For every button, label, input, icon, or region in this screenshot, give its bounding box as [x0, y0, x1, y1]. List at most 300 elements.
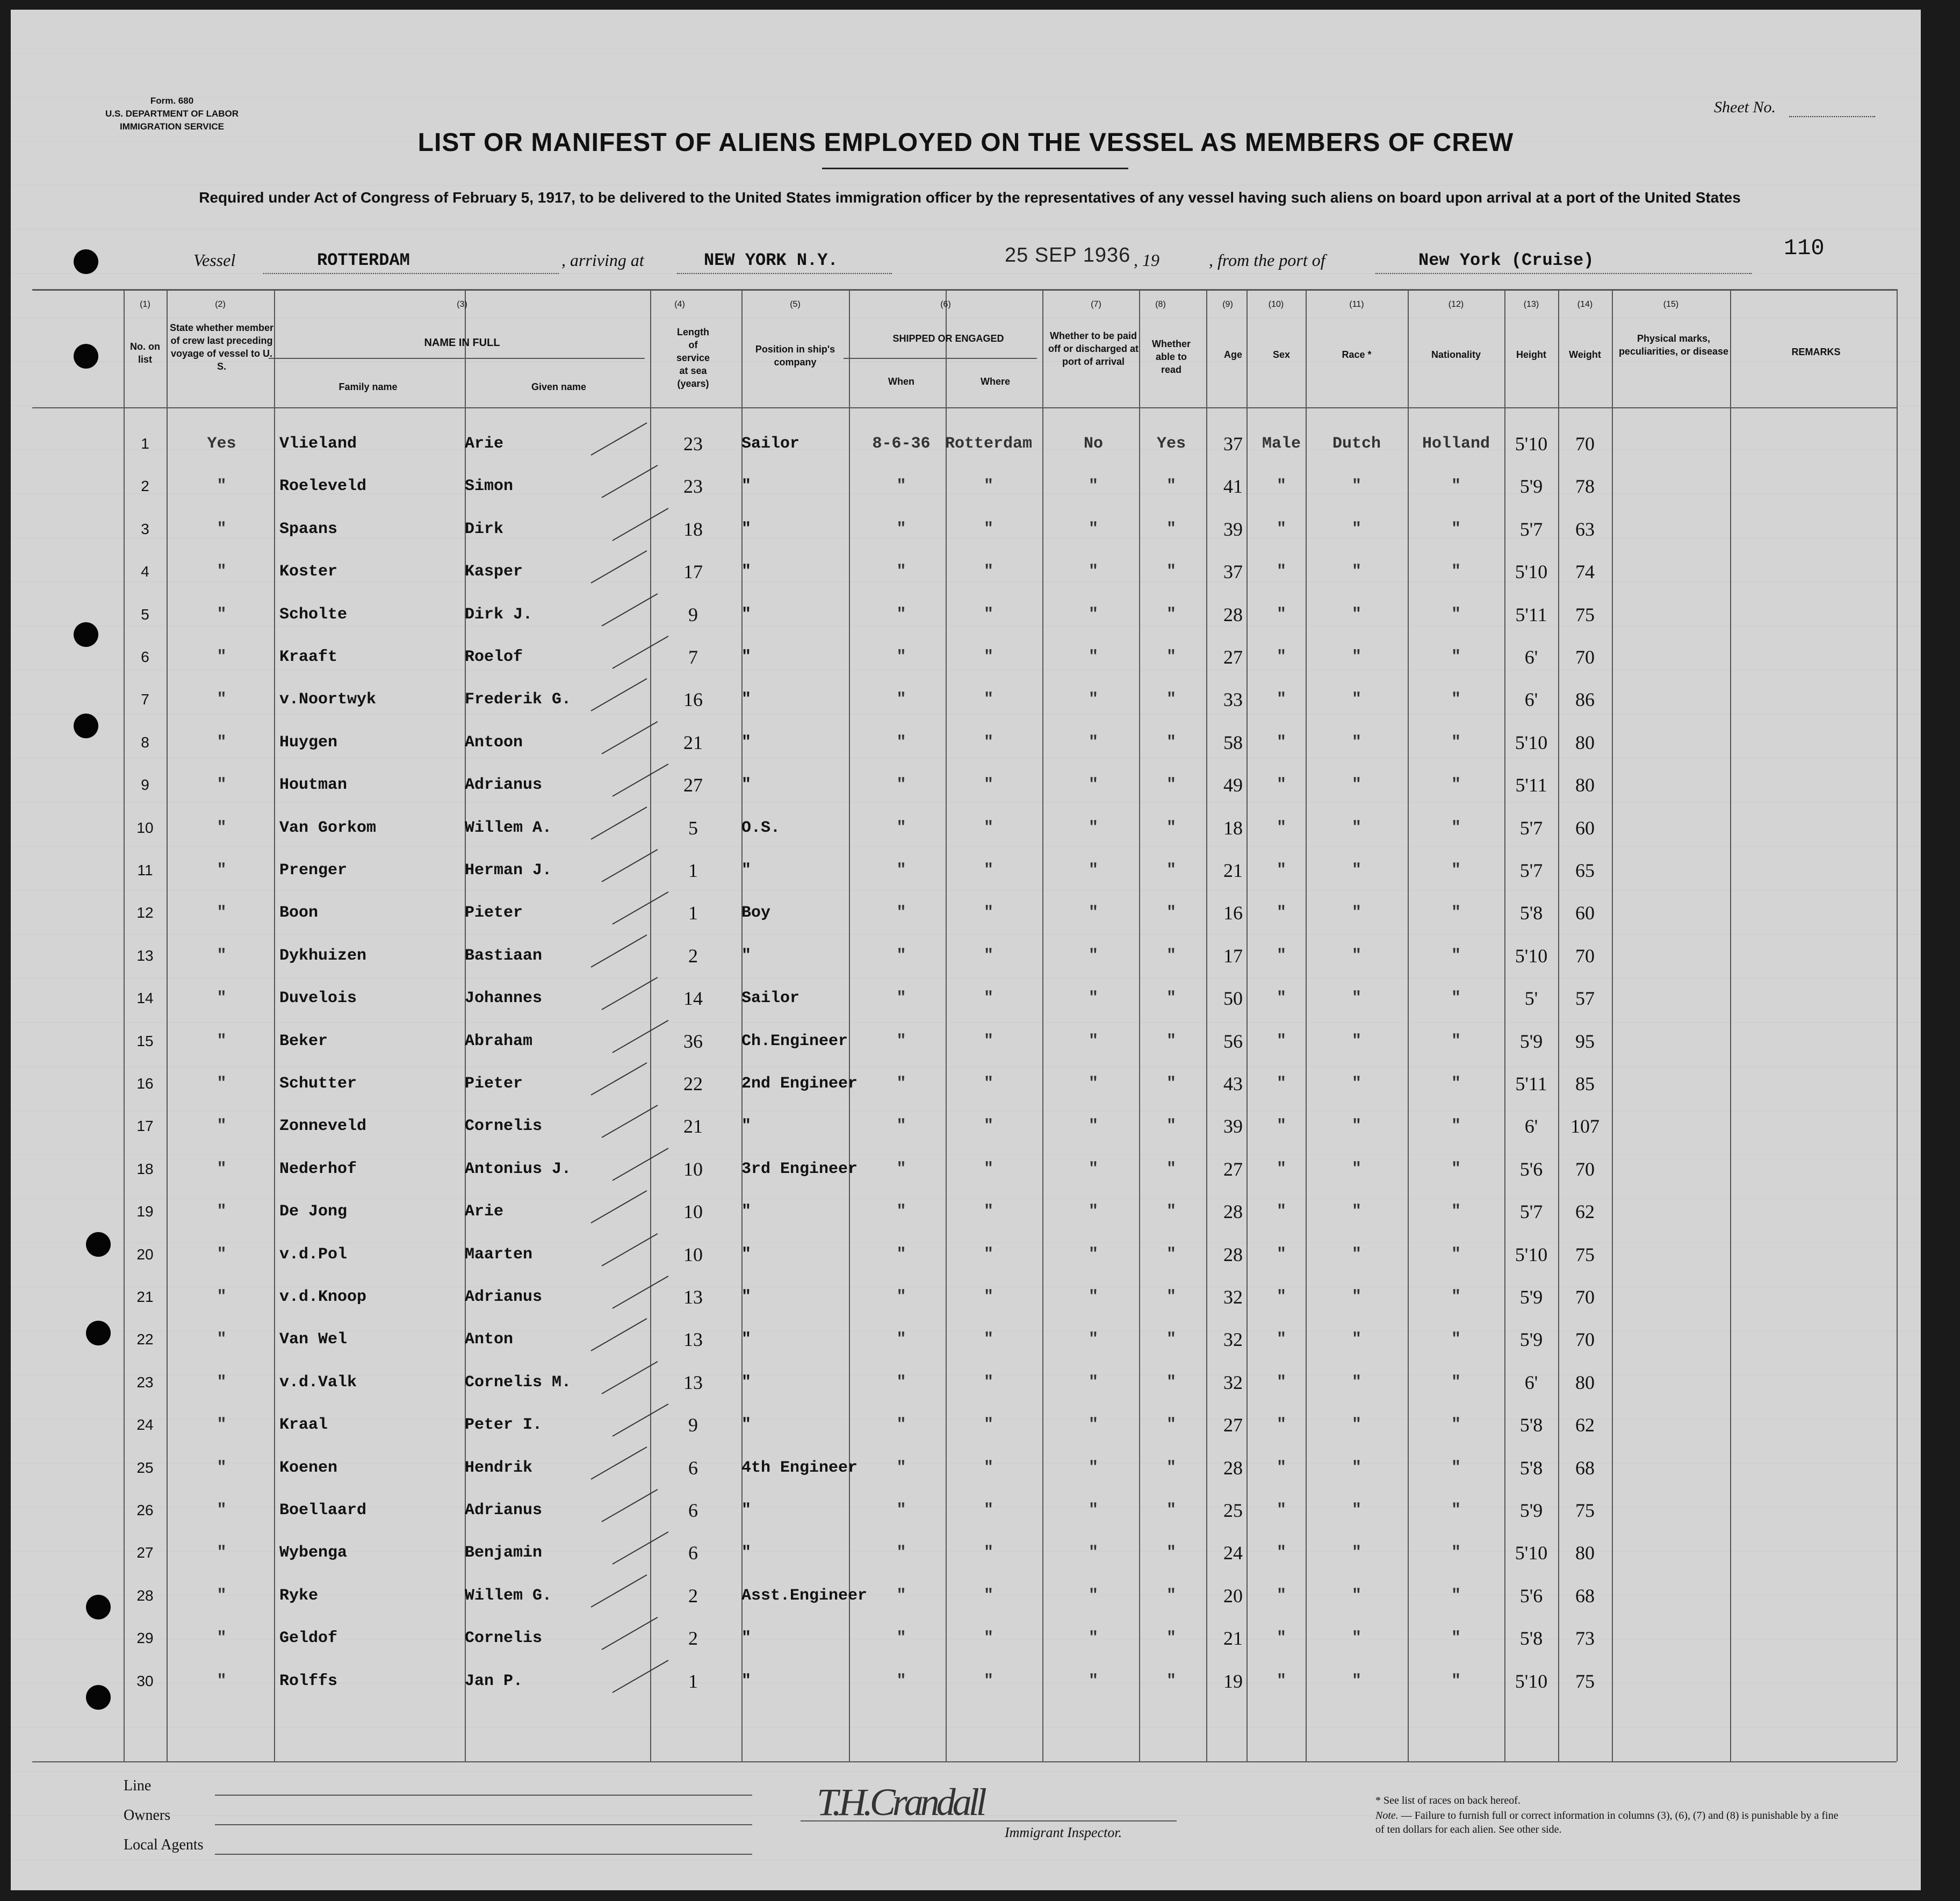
- paid-off-cell: ": [1088, 1245, 1098, 1264]
- service-years-cell: 5: [688, 817, 698, 839]
- able-read-cell: ": [1166, 1672, 1176, 1690]
- service-years-cell: 13: [683, 1329, 703, 1351]
- position-cell: 2nd Engineer: [741, 1075, 858, 1093]
- given-name-cell: Cornelis: [465, 1117, 543, 1136]
- family-name-cell: Koenen: [279, 1458, 338, 1477]
- given-name-cell: Roelof: [465, 648, 523, 666]
- department: U.S. DEPARTMENT OF LABOR: [105, 109, 239, 119]
- paid-off-cell: ": [1088, 1288, 1098, 1306]
- family-name-cell: Boellaard: [279, 1501, 367, 1520]
- col-number-3: (3): [457, 300, 467, 309]
- height-cell: 5'8: [1519, 902, 1543, 924]
- shipped-when-cell: ": [896, 1501, 906, 1520]
- height-cell: 5'9: [1519, 476, 1543, 498]
- sex-cell: ": [1276, 946, 1286, 965]
- previous-voyage-cell: ": [217, 605, 227, 624]
- family-name-cell: Schutter: [279, 1075, 357, 1093]
- weight-cell: 62: [1575, 1414, 1595, 1436]
- header-race: Race *: [1342, 349, 1372, 360]
- table-row: [11, 766, 1921, 804]
- previous-voyage-cell: ": [217, 563, 227, 581]
- nationality-cell: ": [1451, 861, 1461, 880]
- nationality-cell: ": [1451, 1117, 1461, 1136]
- shipped-where-cell: ": [983, 520, 993, 538]
- weight-cell: 70: [1575, 1158, 1595, 1180]
- nationality-cell: ": [1451, 818, 1461, 837]
- nationality-cell: ": [1451, 563, 1461, 581]
- family-name-cell: Roeleveld: [279, 477, 367, 496]
- given-name-cell: Antonius J.: [465, 1160, 572, 1178]
- previous-voyage-cell: ": [217, 1288, 227, 1306]
- shipped-where-cell: ": [983, 477, 993, 496]
- service-years-cell: 27: [683, 774, 703, 796]
- table-row: [11, 937, 1921, 975]
- race-cell: ": [1351, 1672, 1361, 1690]
- sex-cell: ": [1276, 1032, 1286, 1050]
- position-cell: ": [741, 1629, 752, 1648]
- shipped-when-cell: ": [896, 520, 906, 538]
- age-cell: 19: [1223, 1670, 1243, 1692]
- able-read-cell: ": [1166, 818, 1176, 837]
- previous-voyage-cell: ": [217, 648, 227, 666]
- height-cell: 5'8: [1519, 1628, 1543, 1650]
- year-label: , 19: [1134, 250, 1159, 270]
- table-row: [11, 510, 1921, 548]
- age-cell: 32: [1223, 1329, 1243, 1351]
- paid-off-cell: ": [1088, 1075, 1098, 1093]
- paid-off-cell: ": [1088, 1544, 1098, 1562]
- service-years-cell: 23: [683, 433, 703, 455]
- shipped-where-cell: ": [983, 563, 993, 581]
- weight-cell: 70: [1575, 1329, 1595, 1351]
- shipped-where-cell: Rotterdam: [945, 435, 1033, 453]
- nationality-cell: ": [1451, 1330, 1461, 1349]
- given-name-cell: Willem G.: [465, 1586, 552, 1605]
- table-row: [11, 596, 1921, 633]
- age-cell: 58: [1223, 731, 1243, 753]
- race-cell: ": [1351, 776, 1361, 795]
- shipped-when-cell: ": [896, 904, 906, 923]
- given-name-cell: Peter I.: [465, 1416, 543, 1435]
- height-cell: 5'6: [1519, 1158, 1543, 1180]
- sex-cell: ": [1276, 477, 1286, 496]
- weight-cell: 70: [1575, 433, 1595, 455]
- table-row: [11, 1406, 1921, 1444]
- age-cell: 28: [1223, 1201, 1243, 1223]
- paid-off-cell: ": [1088, 1330, 1098, 1349]
- paid-off-cell: ": [1088, 520, 1098, 538]
- position-cell: Asst.Engineer: [741, 1586, 868, 1605]
- col-number-15: (15): [1663, 300, 1679, 309]
- height-cell: 5'9: [1519, 1030, 1543, 1052]
- height-cell: 5'7: [1519, 1201, 1543, 1223]
- race-cell: ": [1351, 1202, 1361, 1221]
- shipped-where-cell: ": [983, 946, 993, 965]
- height-cell: 5'6: [1519, 1585, 1543, 1607]
- able-read-cell: ": [1166, 1245, 1176, 1264]
- sex-cell: ": [1276, 1075, 1286, 1093]
- sex-cell: ": [1276, 1288, 1286, 1306]
- race-cell: ": [1351, 1458, 1361, 1477]
- sex-cell: ": [1276, 1501, 1286, 1520]
- port-dotline: [1375, 273, 1752, 274]
- table-row: [11, 894, 1921, 932]
- position-cell: ": [741, 1288, 752, 1306]
- previous-voyage-cell: ": [217, 1330, 227, 1349]
- family-name-cell: v.d.Pol: [279, 1245, 348, 1264]
- sex-cell: ": [1276, 861, 1286, 880]
- header-bottom-border: [32, 407, 1897, 408]
- race-cell: ": [1351, 1586, 1361, 1605]
- service-years-cell: 10: [683, 1243, 703, 1265]
- given-name-cell: Maarten: [465, 1245, 533, 1264]
- shipped-when-cell: ": [896, 605, 906, 624]
- sex-cell: ": [1276, 989, 1286, 1008]
- position-cell: ": [741, 1672, 752, 1690]
- able-read-cell: ": [1166, 1586, 1176, 1605]
- position-cell: ": [741, 861, 752, 880]
- shipped-when-cell: ": [896, 1416, 906, 1435]
- shipped-where-cell: ": [983, 1117, 993, 1136]
- given-name-cell: Abraham: [465, 1032, 533, 1050]
- header-when: When: [888, 376, 914, 387]
- service-years-cell: 18: [683, 518, 703, 540]
- able-read-cell: ": [1166, 520, 1176, 538]
- shipped-where-cell: ": [983, 1501, 993, 1520]
- position-cell: ": [741, 1202, 752, 1221]
- row-number: 20: [136, 1245, 154, 1263]
- shipped-where-cell: ": [983, 1629, 993, 1648]
- shipped-when-cell: ": [896, 818, 906, 837]
- paid-off-cell: ": [1088, 563, 1098, 581]
- from-label: , from the port of: [1209, 250, 1325, 270]
- service-years-cell: 6: [688, 1500, 698, 1521]
- height-cell: 5'7: [1519, 518, 1543, 540]
- service-years-cell: 6: [688, 1542, 698, 1564]
- age-cell: 37: [1223, 561, 1243, 583]
- col-number-14: (14): [1577, 300, 1593, 309]
- weight-cell: 70: [1575, 945, 1595, 967]
- race-cell: ": [1351, 690, 1361, 709]
- family-name-cell: Dykhuizen: [279, 946, 367, 965]
- family-name-cell: Wybenga: [279, 1544, 348, 1562]
- age-cell: 56: [1223, 1030, 1243, 1052]
- family-name-cell: Van Wel: [279, 1330, 348, 1349]
- paid-off-cell: ": [1088, 1672, 1098, 1690]
- race-cell: ": [1351, 1629, 1361, 1648]
- sheet-number-line: [1789, 116, 1875, 117]
- table-row: [11, 681, 1921, 718]
- service-years-cell: 9: [688, 1414, 698, 1436]
- row-number: 2: [141, 478, 149, 495]
- binder-hole: [74, 344, 98, 369]
- position-cell: ": [741, 946, 752, 965]
- shipped-where-cell: ": [983, 904, 993, 923]
- sex-cell: ": [1276, 1416, 1286, 1435]
- weight-cell: 60: [1575, 902, 1595, 924]
- position-cell: ": [741, 1330, 752, 1349]
- header-able-read: Whether able to read: [1152, 339, 1191, 375]
- previous-voyage-cell: ": [217, 1458, 227, 1477]
- age-cell: 39: [1223, 518, 1243, 540]
- nationality-cell: ": [1451, 648, 1461, 666]
- nationality-cell: ": [1451, 477, 1461, 496]
- weight-cell: 95: [1575, 1030, 1595, 1052]
- given-name-cell: Kasper: [465, 563, 523, 581]
- previous-voyage-cell: ": [217, 1544, 227, 1562]
- age-cell: 27: [1223, 646, 1243, 668]
- race-cell: ": [1351, 605, 1361, 624]
- header-nationality: Nationality: [1431, 349, 1481, 360]
- position-cell: ": [741, 477, 752, 496]
- height-cell: 5'11: [1515, 774, 1547, 796]
- shipped-where-cell: ": [983, 690, 993, 709]
- service-years-cell: 21: [683, 731, 703, 753]
- family-name-cell: v.d.Valk: [279, 1373, 357, 1392]
- previous-voyage-cell: ": [217, 946, 227, 965]
- service-years-cell: 2: [688, 1585, 698, 1607]
- weight-cell: 80: [1575, 1542, 1595, 1564]
- sex-cell: Male: [1262, 435, 1301, 453]
- paid-off-cell: ": [1088, 648, 1098, 666]
- height-cell: 5'8: [1519, 1414, 1543, 1436]
- position-cell: 3rd Engineer: [741, 1160, 858, 1178]
- family-name-cell: Duvelois: [279, 989, 357, 1008]
- race-cell: ": [1351, 861, 1361, 880]
- paid-off-cell: ": [1088, 1501, 1098, 1520]
- previous-voyage-cell: ": [217, 818, 227, 837]
- nationality-cell: ": [1451, 605, 1461, 624]
- shipped-when-cell: ": [896, 1672, 906, 1690]
- previous-voyage-cell: Yes: [207, 435, 236, 453]
- note-text: — Failure to furnish full or correct information in columns (3), (6), (7) and (8) is punishable by a fine of ten dollars for each alien. See other side.: [1375, 1810, 1839, 1835]
- header-physical: Physical marks, peculiarities, or disease: [1618, 333, 1729, 357]
- table-row: [11, 553, 1921, 591]
- height-cell: 5'7: [1519, 817, 1543, 839]
- table-row: [11, 425, 1921, 463]
- paid-off-cell: ": [1088, 477, 1098, 496]
- nationality-cell: ": [1451, 1501, 1461, 1520]
- paid-off-cell: ": [1088, 733, 1098, 752]
- height-cell: 5'9: [1519, 1286, 1543, 1308]
- row-number: 14: [136, 990, 154, 1007]
- sex-cell: ": [1276, 563, 1286, 581]
- able-read-cell: ": [1166, 1629, 1176, 1648]
- able-read-cell: Yes: [1156, 435, 1186, 453]
- age-cell: 37: [1223, 433, 1243, 455]
- able-read-cell: ": [1166, 690, 1176, 709]
- race-cell: ": [1351, 1032, 1361, 1050]
- shipped-when-cell: ": [896, 1117, 906, 1136]
- nationality-cell: ": [1451, 1586, 1461, 1605]
- given-name-cell: Hendrik: [465, 1458, 533, 1477]
- service-years-cell: 23: [683, 476, 703, 498]
- weight-cell: 60: [1575, 817, 1595, 839]
- height-cell: 5'11: [1515, 603, 1547, 625]
- from-value: New York (Cruise): [1418, 250, 1594, 270]
- row-number: 12: [136, 904, 154, 921]
- agents-label: Local Agents: [124, 1837, 204, 1853]
- row-number: 24: [136, 1416, 154, 1434]
- given-name-cell: Antoon: [465, 733, 523, 752]
- header-no-on-list: No. on list: [130, 341, 160, 365]
- row-number: 22: [136, 1331, 154, 1348]
- subheader-rule: [844, 358, 1037, 359]
- nationality-cell: ": [1451, 1032, 1461, 1050]
- col-number-7: (7): [1091, 300, 1101, 309]
- col-number-9: (9): [1222, 300, 1233, 309]
- sex-cell: ": [1276, 818, 1286, 837]
- subheader-rule: [269, 358, 645, 359]
- position-cell: Sailor: [741, 435, 800, 453]
- table-row: [11, 1577, 1921, 1615]
- table-row: [11, 809, 1921, 847]
- position-cell: ": [741, 1501, 752, 1520]
- family-name-cell: Van Gorkom: [279, 818, 377, 837]
- position-cell: ": [741, 733, 752, 752]
- given-name-cell: Cornelis: [465, 1629, 543, 1648]
- position-cell: ": [741, 1416, 752, 1435]
- line-rule: [215, 1795, 752, 1796]
- age-cell: 24: [1223, 1542, 1243, 1564]
- table-row: [11, 852, 1921, 889]
- age-cell: 33: [1223, 689, 1243, 711]
- service-years-cell: 13: [683, 1286, 703, 1308]
- previous-voyage-cell: ": [217, 477, 227, 496]
- able-read-cell: ": [1166, 1032, 1176, 1050]
- header-sex: Sex: [1272, 349, 1291, 360]
- sex-cell: ": [1276, 1672, 1286, 1690]
- sex-cell: ": [1276, 1202, 1286, 1221]
- shipped-where-cell: ": [983, 776, 993, 795]
- shipped-when-cell: ": [896, 1544, 906, 1562]
- shipped-when-cell: ": [896, 1160, 906, 1178]
- race-cell: ": [1351, 946, 1361, 965]
- service-years-cell: 14: [683, 988, 703, 1010]
- arriving-value: NEW YORK N.Y.: [704, 250, 838, 270]
- family-name-cell: Geldof: [279, 1629, 338, 1648]
- header-family-name: Family name: [338, 381, 398, 392]
- row-number: 28: [136, 1587, 154, 1604]
- inspector-label: Immigrant Inspector.: [1005, 1825, 1122, 1840]
- shipped-when-cell: ": [896, 1202, 906, 1221]
- position-cell: Boy: [741, 904, 771, 923]
- height-cell: 5'10: [1515, 433, 1548, 455]
- race-cell: ": [1351, 1075, 1361, 1093]
- title-underline: [822, 168, 1128, 169]
- paid-off-cell: ": [1088, 605, 1098, 624]
- age-cell: 21: [1223, 860, 1243, 881]
- position-cell: ": [741, 1544, 752, 1562]
- previous-voyage-cell: ": [217, 1202, 227, 1221]
- race-cell: ": [1351, 989, 1361, 1008]
- row-number: 10: [136, 819, 154, 836]
- weight-cell: 86: [1575, 689, 1595, 711]
- col-number-8: (8): [1155, 300, 1166, 309]
- row-number: 19: [136, 1203, 154, 1220]
- col-number-2: (2): [215, 300, 226, 309]
- weight-cell: 107: [1570, 1115, 1599, 1137]
- given-name-cell: Adrianus: [465, 776, 543, 795]
- shipped-when-cell: ": [896, 648, 906, 666]
- sex-cell: ": [1276, 1160, 1286, 1178]
- header-where: Where: [980, 376, 1010, 387]
- sex-cell: ": [1276, 1629, 1286, 1648]
- race-cell: ": [1351, 1288, 1361, 1306]
- position-cell: ": [741, 776, 752, 795]
- family-name-cell: Vlieland: [279, 435, 357, 453]
- table-row: [11, 467, 1921, 505]
- able-read-cell: ": [1166, 1117, 1176, 1136]
- able-read-cell: ": [1166, 1288, 1176, 1306]
- weight-cell: 63: [1575, 518, 1595, 540]
- manifest-sheet: [11, 10, 1921, 1890]
- sex-cell: ": [1276, 1245, 1286, 1264]
- family-name-cell: Spaans: [279, 520, 338, 538]
- row-number: 25: [136, 1459, 154, 1476]
- given-name-cell: Pieter: [465, 904, 523, 923]
- weight-cell: 75: [1575, 1243, 1595, 1265]
- previous-voyage-cell: ": [217, 1416, 227, 1435]
- shipped-where-cell: ": [983, 1586, 993, 1605]
- header-age: Age: [1223, 349, 1242, 360]
- given-name-cell: Adrianus: [465, 1501, 543, 1520]
- position-cell: Sailor: [741, 989, 800, 1008]
- given-name-cell: Arie: [465, 435, 504, 453]
- age-cell: 17: [1223, 945, 1243, 967]
- nationality-cell: ": [1451, 1544, 1461, 1562]
- weight-cell: 57: [1575, 988, 1595, 1010]
- race-cell: ": [1351, 904, 1361, 923]
- col-number-6: (6): [940, 300, 951, 309]
- able-read-cell: ": [1166, 861, 1176, 880]
- age-cell: 27: [1223, 1414, 1243, 1436]
- shipped-where-cell: ": [983, 1458, 993, 1477]
- age-cell: 41: [1223, 476, 1243, 498]
- able-read-cell: ": [1166, 1330, 1176, 1349]
- service-years-cell: 36: [683, 1030, 703, 1052]
- sheet-number-label: Sheet No.: [1714, 98, 1776, 116]
- nationality-cell: ": [1451, 776, 1461, 795]
- table-row: [11, 1534, 1921, 1572]
- able-read-cell: ": [1166, 1501, 1176, 1520]
- sex-cell: ": [1276, 690, 1286, 709]
- row-number: 1: [141, 435, 149, 452]
- shipped-where-cell: ": [983, 1544, 993, 1562]
- col-number-12: (12): [1448, 300, 1464, 309]
- sex-cell: ": [1276, 1586, 1286, 1605]
- paid-off-cell: ": [1088, 1629, 1098, 1648]
- row-number: 30: [136, 1672, 154, 1689]
- page-title: LIST OR MANIFEST OF ALIENS EMPLOYED ON THE VESSEL AS MEMBERS OF CREW: [417, 128, 1514, 157]
- row-number: 29: [136, 1630, 154, 1647]
- height-cell: 5'11: [1515, 1073, 1547, 1094]
- height-cell: 5'9: [1519, 1329, 1543, 1351]
- previous-voyage-cell: ": [217, 861, 227, 880]
- table-row: [11, 1065, 1921, 1103]
- shipped-when-cell: ": [896, 946, 906, 965]
- sex-cell: ": [1276, 520, 1286, 538]
- previous-voyage-cell: ": [217, 520, 227, 538]
- table-row: [11, 1321, 1921, 1358]
- owners-label: Owners: [124, 1807, 171, 1824]
- nationality-cell: ": [1451, 989, 1461, 1008]
- paid-off-cell: ": [1088, 776, 1098, 795]
- table-row: [11, 1364, 1921, 1401]
- shipped-when-cell: ": [896, 989, 906, 1008]
- given-name-cell: Herman J.: [465, 861, 552, 880]
- height-cell: 6': [1524, 1115, 1538, 1137]
